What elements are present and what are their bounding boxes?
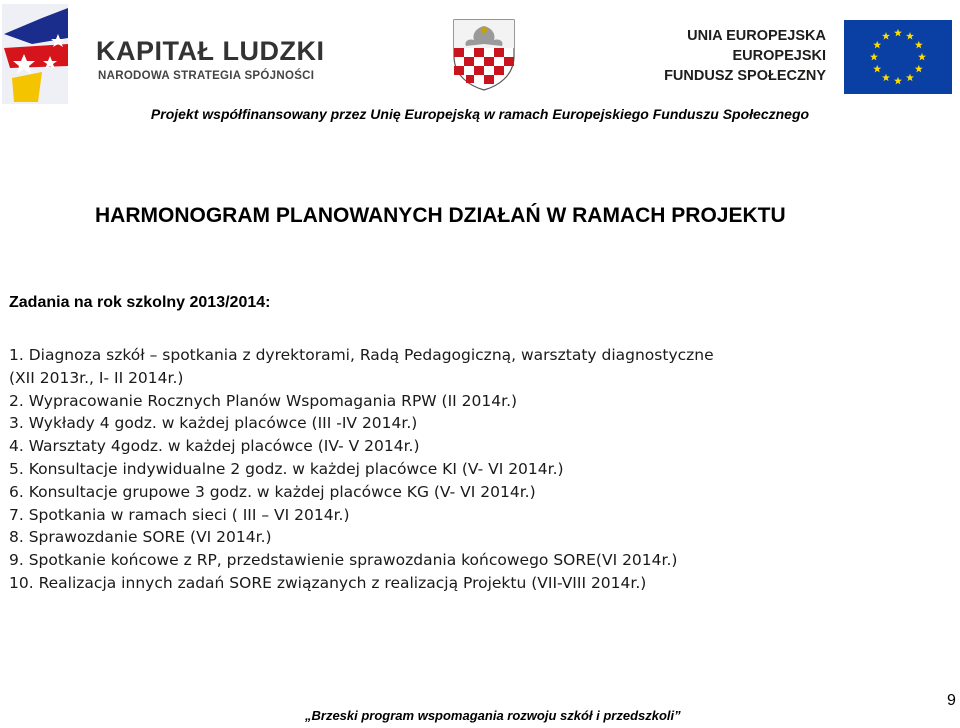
eu-flag-icon [844,20,952,94]
task-item: 8. Sprawozdanie SORE (VI 2014r.) [9,528,272,547]
page-number: 9 [947,692,956,709]
eu-logo-text [664,26,826,86]
kapital-ludzki-logo [2,2,332,104]
eu-logo-line3: FUNDUSZ SPOŁECZNY [664,68,826,84]
task-item: 1. Diagnoza szkół – spotkania z dyrektorami, Radą Pedagogiczną, warsztaty diagnostyczne [9,346,714,364]
task-item: 9. Spotkanie końcowe z RP, przedstawienie sprawozdania końcowego SORE(VI 2014r.) [9,551,678,570]
task-item: 7. Spotkania w ramach sieci ( III – VI 2014r.) [9,505,350,524]
task-item: 3. Wykłady 4 godz. w każdej placówce (III -IV 2014r.) [9,414,418,433]
task-item: 5. Konsultacje indywidualne 2 godz. w każdej placówce KI (V- VI 2014r.) [9,459,564,478]
eu-logo-line1: UNIA EUROPEJSKA [687,28,826,44]
task-item: (XII 2013r., I- II 2014r.) [9,368,184,387]
document-title: HARMONOGRAM PLANOWANYCH DZIAŁAŃ W RAMACH PROJEKTU [95,204,786,227]
kapital-ludzki-logo-icon [2,4,84,104]
eu-logo [664,20,952,96]
task-item: 10. Realizacja innych zadań SORE związanych z realizacją Projektu (VII-VIII 2014r.) [9,573,647,592]
kapital-ludzki-subtitle: NARODOWA STRATEGIA SPÓJNOŚCI [98,70,315,82]
task-list [9,344,714,595]
eu-logo-line2: EUROPEJSKI [732,48,826,64]
kapital-ludzki-title: KAPITAŁ LUDZKI [96,36,325,66]
footer-program-name: „Brzeski program wspomagania rozwoju szkół i przedszkoli” [305,708,681,723]
task-item: 6. Konsultacje grupowe 3 godz. w każdej placówce KG (V- VI 2014r.) [9,482,536,501]
project-cofinancing-note: Projekt współfinansowany przez Unię Europejską w ramach Europejskiego Funduszu Społecznego [150,106,810,122]
task-item: 4. Warsztaty 4godz. w każdej placówce (IV- V 2014r.) [9,437,420,456]
task-item: 2. Wypracowanie Rocznych Planów Wspomagania RPW (II 2014r.) [9,391,518,410]
coat-of-arms-icon [452,18,516,92]
section-heading: Zadania na rok szkolny 2013/2014: [9,294,271,311]
